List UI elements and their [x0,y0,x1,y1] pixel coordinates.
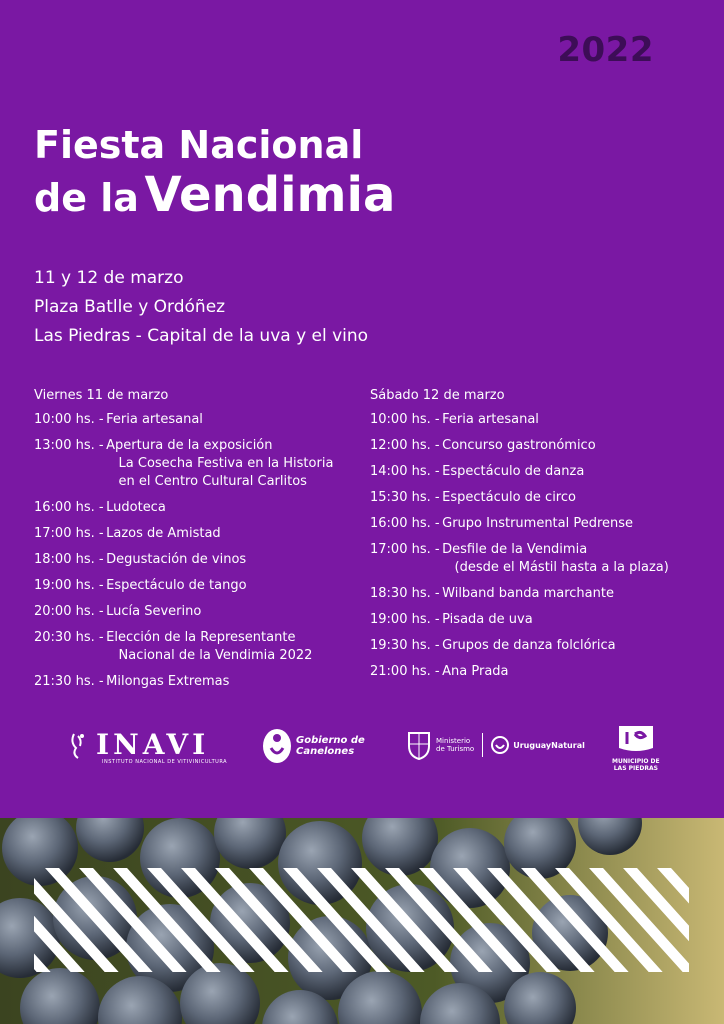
canelones-emblem-icon [262,728,292,764]
schedule-activity: Grupos de danza folclórica [438,638,616,653]
schedule-time: 21:00 hs. - [370,664,440,679]
schedule-activity: Ana Prada [438,664,509,679]
title-line-1: Fiesta Nacional [34,123,364,167]
municipio-line-1: MUNICIPIO DE [612,758,660,765]
event-info [34,264,368,351]
saturday-schedule-item [370,463,700,481]
canelones-line-1: Gobierno de [296,735,365,746]
schedule-time: 10:00 hs. - [34,412,104,427]
saturday-schedule-item [370,541,700,577]
saturday-schedule-item [370,489,700,507]
schedule-time: 12:00 hs. - [370,438,440,453]
schedule-activity: Espectáculo de tango [102,578,247,593]
saturday-heading: Sábado 12 de marzo [370,388,505,403]
saturday-schedule-item [370,515,700,533]
turismo-line-1: Ministerio [436,737,471,745]
canelones-line-2: Canelones [296,746,355,757]
friday-schedule-item [34,551,354,569]
schedule-time: 17:00 hs. - [34,526,104,541]
saturday-schedule [370,388,700,689]
uruguay-natural-label: UruguayNatural [513,740,585,750]
schedule-activity: Grupo Instrumental Pedrense [438,516,634,531]
schedule-activity: Espectáculo de danza [438,464,585,479]
schedule-time: 18:00 hs. - [34,552,104,567]
schedule-time: 14:00 hs. - [370,464,440,479]
schedule-activity: Degustación de vinos [102,552,247,567]
grapes-photo [0,818,724,1024]
saturday-schedule-item [370,663,700,681]
friday-schedule-item [34,577,354,595]
schedule-time: 20:00 hs. - [34,604,104,619]
saturday-schedule-item [370,611,700,629]
schedule-time: 10:00 hs. - [370,412,440,427]
year-label: 2022 [557,30,654,70]
canelones-logo [262,728,365,764]
schedule-time: 13:00 hs. - [34,438,104,453]
inavi-name: INAVI [96,728,210,761]
schedule-activity: Feria artesanal [102,412,203,427]
sponsor-logos [0,720,724,780]
saturday-schedule-item [370,637,700,655]
municipio-emblem-icon [615,722,657,754]
uruguay-natural-icon [491,736,509,754]
schedule-activity: Lucía Severino [102,604,202,619]
event-title [34,124,395,223]
schedule-time: 21:30 hs. - [34,674,104,689]
schedule-activity: Wilband banda marchante [438,586,614,601]
schedule-time: 20:30 hs. - [34,630,104,645]
schedule-time: 15:30 hs. - [370,490,440,505]
title-line-2-big: Vendimia [144,166,396,223]
schedule-activity: Concurso gastronómico [438,438,596,453]
logo-divider [482,733,483,757]
municipio-logo [612,722,660,772]
friday-schedule-item [34,673,354,691]
saturday-schedule-item [370,585,700,603]
schedule-time: 17:00 hs. - [370,542,440,557]
schedule-activity: Lazos de Amistad [102,526,221,541]
inavi-subtitle: INSTITUTO NACIONAL DE VITIVINICULTURA [102,759,228,765]
grapes-illustration [0,818,724,1024]
schedule-time: 19:30 hs. - [370,638,440,653]
friday-schedule-item [34,525,354,543]
inavi-logo [68,728,227,765]
schedule-activity: Elección de la Representante Nacional de la Vendimia 2022 [106,630,313,663]
event-dates: 11 y 12 de marzo [34,268,184,288]
uruguay-shield-icon [406,730,432,760]
schedule-activity: Ludoteca [102,500,166,515]
friday-heading: Viernes 11 de marzo [34,388,169,403]
title-line-2-prefix: de la [34,175,139,220]
event-venue: Plaza Batlle y Ordóñez [34,297,226,317]
schedule-time: 19:00 hs. - [34,578,104,593]
inavi-figure-icon [68,730,96,760]
friday-schedule-item [34,499,354,517]
schedule-time: 19:00 hs. - [370,612,440,627]
friday-schedule-item [34,603,354,621]
schedule-activity: Apertura de la exposición La Cosecha Festiva en la Historia en el Centro Cultural Carlitos [106,438,334,489]
schedule-activity: Feria artesanal [438,412,539,427]
schedule-activity: Espectáculo de circo [438,490,576,505]
friday-schedule-item [34,437,354,491]
municipio-line-2: LAS PIEDRAS [613,765,658,772]
schedule-activity: Pisada de uva [438,612,533,627]
schedule-time: 16:00 hs. - [370,516,440,531]
schedule-activity: Milongas Extremas [102,674,230,689]
schedule-time: 16:00 hs. - [34,500,104,515]
event-city: Las Piedras - Capital de la uva y el vino [34,326,369,346]
friday-schedule-item [34,629,354,665]
schedule-activity: Desfile de la Vendimia (desde el Mástil hasta a la plaza) [442,542,669,575]
turismo-logo [406,730,585,760]
friday-schedule [34,388,354,699]
schedule-time: 18:30 hs. - [370,586,440,601]
friday-schedule-item [34,411,354,429]
turismo-line-2: de Turismo [436,745,475,753]
saturday-schedule-item [370,411,700,429]
saturday-schedule-item [370,437,700,455]
